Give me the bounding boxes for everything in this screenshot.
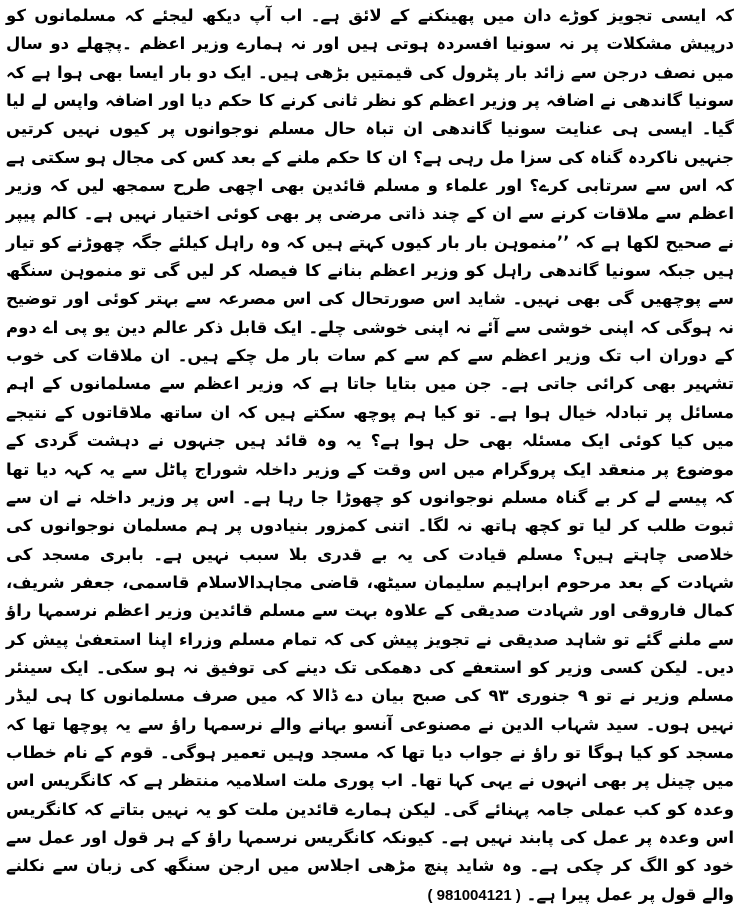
phone-number: ( 981004121 ) (427, 886, 521, 904)
urdu-article-column (6, 2, 734, 904)
article-paragraph (6, 2, 734, 910)
article-body-text: کہ ایسی تجویز کوڑے دان میں پھینکنے کے لائق ہے۔ اب آپ دیکھ لیجئے کہ مسلمانوں کو درپیش مشکلات پر نہ سونیا افسردہ ہوتی ہیں اور نہ ہمارے وزیر اعظم ۔پچھلے دو سال میں نصف درجن سے زائد بار پٹرول کی قیمتیں بڑھی ہیں۔ ایک دو بار ایسا بھی ہوا ہے کہ سونیا گاندھی نے اضافہ پر وزیر اعظم کو نظر ثانی کرنے کا حکم دیا اور اضافہ واپس لے لیا گیا۔ ایسی ہی عنایت سونیا گاندھی ان تباہ حال مسلم نوجوانوں پر کیوں نہیں کرتیں جنہیں ناکردہ گناہ کی سزا مل رہی ہے؟ ان کا حکم ملنے کے بعد کس کی مجال ہو سکتی ہے کہ اس سے سرتابی کرے؟ اور علماء و مسلم قائدین بھی اچھی طرح سمجھ لیں کہ وزیر اعظم سے ملاقات کرنے سے ان کے چند ذاتی مرضی پر بھی کوئی اختیار نہیں ہے۔ کالم پیپر نے صحیح لکھا ہے کہ ’’منموہن بار بار کیوں کہتے ہیں کہ وہ راہل کیلئے جگہ چھوڑنے کو تیار ہیں جبکہ سونیا گاندھی راہل کو وزیر اعظم بنانے کا فیصلہ کر لیں گی تو منموہن سنگھ سے پوچھیں گی بھی نہیں۔ شاید اس صورتحال کی اس مصرعہ سے بہتر کوئی اور توضیح نہ ہوگی کہ اپنی خوشی سے آئے نہ اپنی خوشی چلے۔ ایک قابل ذکر عالم دین یو پی اے دوم کے دوران اب تک وزیر اعظم سے کم سے کم سات بار مل چکے ہیں۔ ان ملاقات کی خوب تشہیر بھی کرائی جاتی ہے۔ جن میں بتایا جاتا ہے کہ وزیر اعظم سے مسلمانوں کے اہم مسائل پر تبادلہ خیال ہوا ہے۔ تو کیا ہم پوچھ سکتے ہیں کہ ان ساتھ ملاقاتوں کے نتیجے میں کیا کوئی ایک مسئلہ بھی حل ہوا ہے؟ یہ وہ قائد ہیں جنہوں نے دہشت گردی کے موضوع پر منعقد ایک پروگرام میں اس وقت کے وزیر داخلہ شوراج پاٹل سے یہ کہہ دیا تھا کہ پیسے لے کر بے گناہ مسلم نوجوانوں کو چھوڑا جا رہا ہے۔ اس پر وزیر داخلہ نے ان سے ثبوت طلب کر لیا تو کچھ ہاتھ نہ لگا۔ اتنی کمزور بنیادوں پر ہم مسلمان نوجوانوں کی خلاصی چاہتے ہیں؟ مسلم قیادت کی یہ بے قدری بلا سبب نہیں ہے۔ بابری مسجد کی شہادت کے بعد مرحوم ابراہیم سلیمان سیٹھ، قاضی مجاہدالاسلام قاسمی، جعفر شریف، کمال فاروقی اور شہادت صدیقی کے علاوہ بہت سے مسلم قائدین وزیر اعظم نرسمہا راؤ سے ملنے گئے تو شاہد صدیقی نے تجویز پیش کی کہ تمام مسلم وزراء اپنا استعفیٰ پیش کر دیں۔ لیکن کسی وزیر کو استعفے کی دھمکی تک دینے کی توفیق نہ ہو سکی۔ ایک سینئر مسلم وزیر نے تو ۹ جنوری ۹۳ کی صبح بیان دے ڈالا کہ میں صرف مسلمانوں کا ہی لیڈر نہیں ہوں۔ سید شہاب الدین نے مصنوعی آنسو بہانے والے نرسمہا راؤ سے یہ پوچھا تھا کہ مسجد کو کیا ہوگا تو راؤ نے جواب دیا تھا کہ مسجد وہیں تعمیر ہوگی۔ قوم کے نام خطاب میں چینل پر بھی انہوں نے یہی کہا تھا۔ اب پوری ملت اسلامیہ منتظر ہے کہ کانگریس اس وعدہ کو کب عملی جامہ پہنائے گی۔ لیکن ہمارے قائدین ملت کو یہ نہیں بتاتے کہ کانگریس اس وعدہ پر عمل کی پابند نہیں ہے۔ کیونکہ کانگریس نرسمہا راؤ کے ہر قول اور عمل سے خود کو الگ کر چکی ہے۔ وہ شاید پنچ مڑھی اجلاس میں ارجن سنگھ کی زبان سے نکلنے والے قول پر عمل پیرا ہے۔ (6, 6, 734, 904)
